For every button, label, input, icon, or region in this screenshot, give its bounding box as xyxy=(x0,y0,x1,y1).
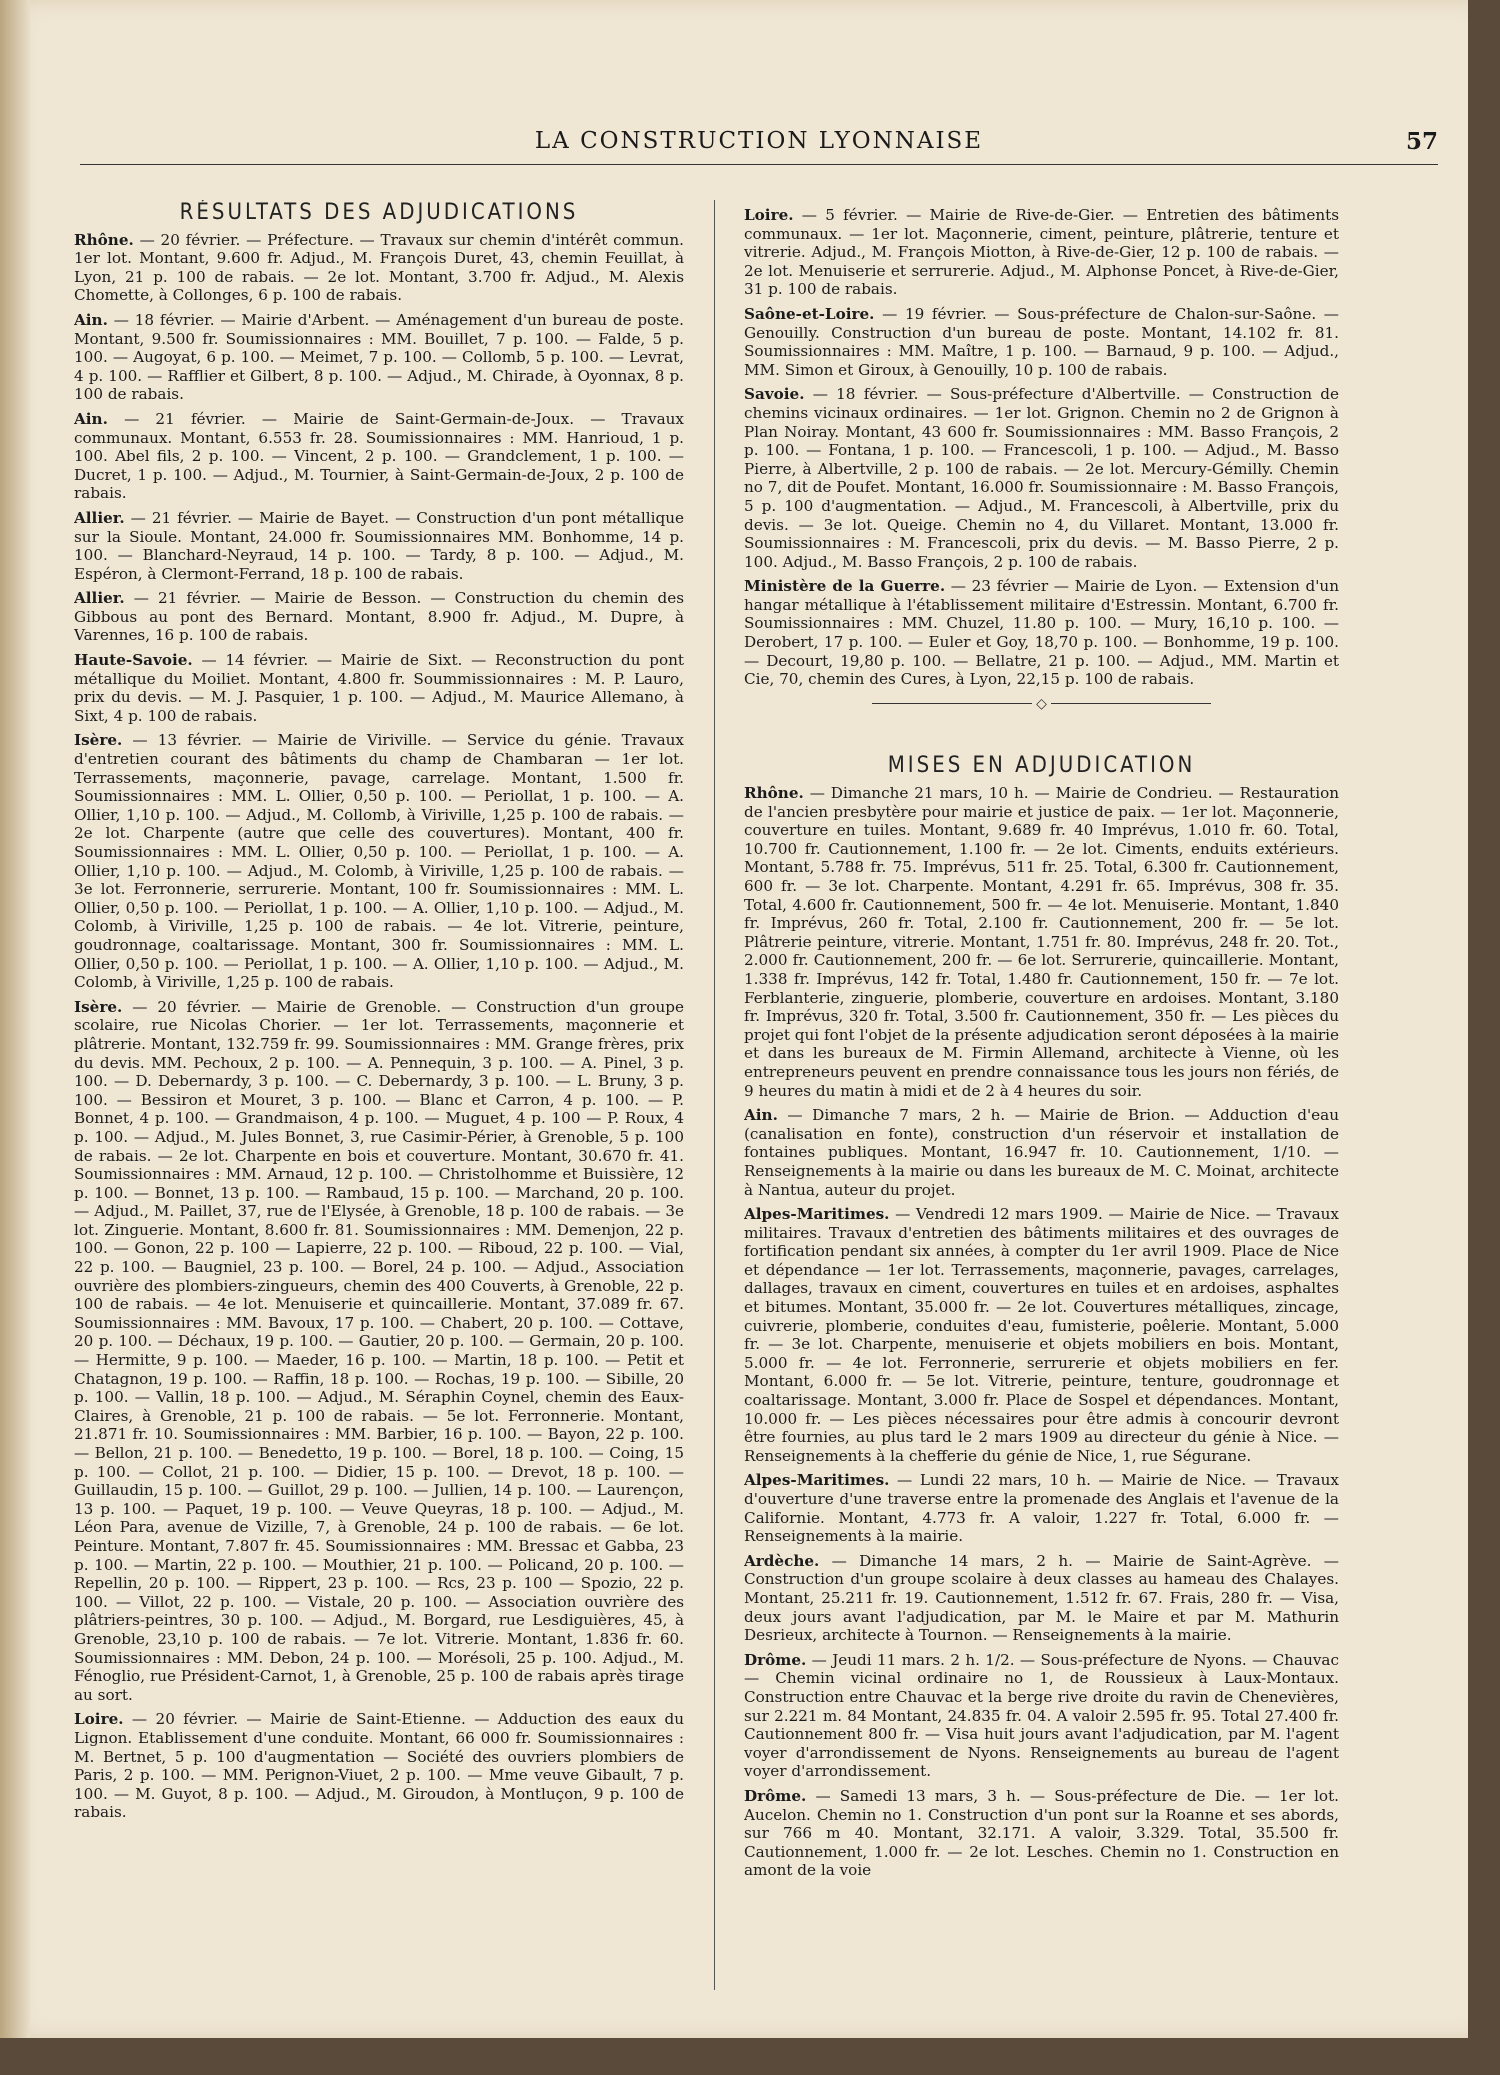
entry xyxy=(74,311,684,404)
entry xyxy=(744,784,1339,1100)
journal-title: LA CONSTRUCTION LYONNAISE xyxy=(534,128,984,154)
entry xyxy=(744,1106,1339,1199)
section-title-results: RÉSULTATS DES ADJUDICATIONS xyxy=(179,200,579,225)
entry-place: Alpes-Maritimes. xyxy=(744,1205,890,1224)
left-column xyxy=(74,200,684,2018)
entry-text: — 23 février — Mairie de Lyon. — Extension d'un hangar métallique à l'établissement militaire d'Estressin. Montant, 6.700 fr. Soumissionnaires : MM. Chuzel, 11.80 p. 100. — Mury, 16,10 p. 100. — Derobert, 17 p. 100. — Euler et Goy, 18,70 p. 100. — Bonhomme, 19 p. 100. — Decourt, 19,80 p. 100. — Bellatre, 21 p. 100. — Adjud., MM. Martin et Cie, 70, chemin des Cures, à Lyon, 22,15 p. 100 de rabais. xyxy=(744,577,1339,689)
entry-place: Loire. xyxy=(74,1710,124,1729)
entry-place: Isère. xyxy=(74,997,123,1016)
entry xyxy=(74,998,684,1705)
entry xyxy=(744,305,1339,379)
entry-text: — 21 février. — Mairie de Saint-Germain-de-Joux. — Travaux communaux. Montant, 6.553 fr. 28. Soumissionnaires : MM. Hanrioud, 1 p. 100. Abel fils, 2 p. 100. — Vincent, 2 p. 100. — Grandclement, 1 p. 100. — Ducret, 1 p. 100. — Adjud., M. Tournier, à Saint-Germain-de-Joux, 2 p. 100 de rabais. xyxy=(74,409,684,503)
entry xyxy=(74,1710,684,1822)
entry-text: — Vendredi 12 mars 1909. — Mairie de Nice. — Travaux militaires. Travaux d'entretien des bâtiments militaires et des ouvrages de fortification pendant six années, à compter du 1er avril 1909. Place de Nice et dépendance — 1er lot. Terrassements, maçonnerie, pavages, carrelages, dallages, travaux en ciment, couvertures en tuiles et en ardoises, asphaltes et bitumes. Montant, 35.000 fr. — 2e lot. Couvertures métalliques, zincage, cuivrerie, plomberie, conduites d'eau, fumisterie, poêlerie. Montant, 5.000 fr. — 3e lot. Charpente, menuiserie et objets mobiliers en bois. Montant, 5.000 fr. — 4e lot. Ferronnerie, serrurerie et objets mobiliers en fer. Montant, 6.000 fr. — 5e lot. Vitrerie, peinture, tenture, goudronnage et coaltarissage. Montant, 3.000 fr. Place de Sospel et dépendances. Montant, 10.000 fr. — Les pièces nécessaires pour être admis à concourir devront être fournies, au plus tard le 2 mars 1909 au directeur du génie à Nice. — Renseignements à la chefferie du génie de Nice, 1, rue Ségurane. xyxy=(744,1205,1339,1465)
entry xyxy=(74,410,684,503)
section-title-upcoming: MISES EN ADJUDICATION xyxy=(887,753,1196,779)
entry-place: Savoie. xyxy=(744,385,805,404)
entry-place: Rhône. xyxy=(744,784,804,803)
book-gutter xyxy=(0,0,30,2038)
entry-text: — Jeudi 11 mars. 2 h. 1/2. — Sous-préfecture de Nyons. — Chauvac — Chemin vicinal ordinaire no 1, de Roussieux à Laux-Montaux. Construction entre Chauvac et la berge rive droite du ravin de Chenevières, sur 2.221 m. 84 Montant, 24.835 fr. 04. A valoir 2.595 fr. 95. Total 27.400 fr. Cautionnement 800 fr. — Visa huit jours avant l'adjudication, par M. l'agent voyer d'arrondissement de Nyons. Renseignements au bureau de l'agent voyer d'arrondissement. xyxy=(744,1650,1339,1781)
entry-text: — 5 février. — Mairie de Rive-de-Gier. — Entretien des bâtiments communaux. — 1er lot. Maçonnerie, ciment, peinture, plâtrerie, tenture et vitrerie. Adjud., M. François Miotton, à Rive-de-Gier, 12 p. 100 de rabais. — 2e lot. Menuiserie et serrurerie. Adjud., M. Alphonse Poncet, à Rive-de-Gier, 31 p. 100 de rabais. xyxy=(744,206,1339,299)
entry-text: — 21 février. — Mairie de Bayet. — Construction d'un pont métallique sur la Sioule. Montant, 24.000 fr. Soumissionnaires MM. Bonhomme, 14 p. 100. — Blanchard-Neyraud, 14 p. 100. — Tardy, 8 p. 100. — Adjud., M. Espéron, à Clermont-Ferrand, 18 p. 100 de rabais. xyxy=(74,508,684,583)
entry-text: — 18 février. — Mairie d'Arbent. — Aménagement d'un bureau de poste. Montant, 9.500 fr. Soumissionnaires : MM. Bouillet, 7 p. 100. — Falde, 5 p. 100. — Augoyat, 6 p. 100. — Meimet, 7 p. 100. — Collomb, 5 p. 100. — Levrat, 4 p. 100. — Rafflier et Gilbert, 8 p. 100. — Adjud., M. Chirade, à Oyonnax, 8 p. 100 de rabais. xyxy=(74,310,684,404)
entry-text: — 20 février. — Mairie de Grenoble. — Construction d'un groupe scolaire, rue Nicolas Chorier. — 1er lot. Terrassements, maçonnerie et plâtrerie. Montant, 132.759 fr. 99. Soumissionnaires : MM. Grange frères, prix du devis. MM. Pechoux, 2 p. 100. — A. Pennequin, 3 p. 100. — A. Pinel, 3 p. 100. — D. Debernardy, 3 p. 100. — C. Debernardy, 3 p. 100. — L. Bruny, 3 p. 100. — Bessiron et Mouret, 3 p. 100. — Blanc et Carron, 4 p. 100. — P. Bonnet, 4 p. 100. — Grandmaison, 4 p. 100. — Muguet, 4 p. 100 — P. Roux, 4 p. 100. — Adjud., M. Jules Bonnet, 3, rue Casimir-Périer, à Grenoble, 5 p. 100 de rabais. — 2e lot. Charpente en bois et couverture. Montant, 30.670 fr. 41. Soumissionnaires : MM. Arnaud, 12 p. 100. — Christolhomme et Buissière, 12 p. 100. — Bonnet, 13 p. 100. — Rambaud, 15 p. 100. — Marchand, 20 p. 100. — Adjud., M. Paillet, 37, rue de l'Elysée, à Grenoble, 18 p. 100 de rabais. — 3e lot. Zinguerie. Montant, 8.600 fr. 81. Soumissionnaires : MM. Demenjon, 22 p. 100. — Gonon, 22 p. 100 — Lapierre, 22 p. 100. — Riboud, 22 p. 100. — Vial, 22 p. 100. — Baugniel, 23 p. 100. — Borel, 24 p. 100. — Adjud., Association ouvrière des plombiers-zingueurs, chemin des 400 Couverts, à Grenoble, 22 p. 100 de rabais. — 4e lot. Menuiserie et quincaillerie. Montant, 37.089 fr. 67. Soumissionnaires : MM. Bavoux, 17 p. 100. — Chabert, 20 p. 100. — Cottave, 20 p. 100. — Déchaux, 19 p. 100. — Gautier, 20 p. 100. — Germain, 20 p. 100. — Hermitte, 9 p. 100. — Maeder, 16 p. 100. — Martin, 18 p. 100. — Petit et Chatagnon, 19 p. 100. — Raffin, 18 p. 100. — Rochas, 19 p. 100. — Sibille, 20 p. 100. — Vallin, 18 p. 100. — Adjud., M. Séraphin Coynel, chemin des Eaux-Claires, à Grenoble, 21 p. 100 de rabais. — 5e lot. Ferronnerie. Montant, 21.871 fr. 10. Soumissionnaires : MM. Barbier, 16 p. 100. — Bayon, 22 p. 100. — Bellon, 21 p. 100. — Benedetto, 19 p. 100. — Borel, 18 p. 100. — Coing, 15 p. 100. — Collot, 21 p. 100. — Didier, 15 p. 100. — Drevot, 18 p. 100. — Guillaudin, 15 p. 100. — Guillot, 29 p. 100. — Jullien, 14 p. 100. — Laurençon, 13 p. 100. — Paquet, 19 p. 100. — Veuve Queyras, 18 p. 100. — Adjud., M. Léon Para, avenue de Vizille, 7, à Grenoble, 24 p. 100 de rabais. — 6e lot. Peinture. Montant, 7.807 fr. 45. Soumissionnaires : MM. Bressac et Gabba, 23 p. 100. — Martin, 22 p. 100. — Mouthier, 21 p. 100. — Policand, 20 p. 100. — Repellin, 20 p. 100. — Rippert, 23 p. 100. — Rcs, 23 p. 100 — Spozio, 22 p. 100. — Villot, 22 p. 100. — Vistale, 20 p. 100. — Association ouvrière des plâtriers-peintres, 30 p. 100. — Adjud., M. Borgard, rue Lesdiguières, 45, à Grenoble, 23,10 p. 100 de rabais. — 7e lot. Vitrerie. Montant, 1.836 fr. 60. Soumissionnaires : MM. Debon, 24 p. 100. — Morésoli, 25 p. 100. Adjud., M. Fénoglio, rue Président-Carnot, 1, à Grenoble, 25 p. 100 de rabais après tirage au sort. xyxy=(74,997,684,1704)
entry-place: Rhône. xyxy=(74,230,134,249)
entry-text: — 14 février. — Mairie de Sixt. — Reconstruction du pont métallique du Moiliet. Montant, 4.800 fr. Soummissionnaires : M. P. Lauro, prix du devis. — M. J. Pasquier, 1 p. 100. — Adjud., M. Maurice Allemano, à Sixt, 4 p. 100 de rabais. xyxy=(74,651,684,725)
entry-place: Allier. xyxy=(74,508,125,527)
entry xyxy=(744,577,1339,689)
entry-place: Ain. xyxy=(74,409,108,428)
entry-text: — Lundi 22 mars, 10 h. — Mairie de Nice. — Travaux d'ouverture d'une traverse entre la promenade des Anglais et l'avenue de la Californie. Montant, 4.773 fr. A valoir, 1.227 fr. Total, 6.000 fr. — Renseignements à la mairie. xyxy=(744,1471,1339,1546)
divider-line-left xyxy=(872,703,1032,704)
entry-place: Haute-Savoie. xyxy=(74,651,193,670)
divider-line-right xyxy=(1051,703,1211,704)
entry xyxy=(74,231,684,305)
entry-place: Ain. xyxy=(74,310,108,329)
entry xyxy=(74,731,684,991)
entry-text: — 18 février. — Sous-préfecture d'Albertville. — Construction de chemins vicinaux ordinaires. — 1er lot. Grignon. Chemin no 2 de Grignon à Plan Noiray. Montant, 43 600 fr. Soumissionnaires : MM. Basso François, 2 p. 100. — Fontana, 1 p. 100. — Francescoli, 1 p. 100. — Adjud., M. Basso Pierre, à Albertville, 2 p. 100 de rabais. — 2e lot. Mercury-Gémilly. Chemin no 7, dit de Poufet. Montant, 16.000 fr. Soumissionnaire : M. Basso François, 5 p. 100 d'augmentation. — Adjud., M. Francescoli, à Albertville, prix du devis. — 3e lot. Queige. Chemin no 4, du Villaret. Montant, 13.000 fr. Soumissionnaires : M. Francescoli, prix du devis. — M. Basso Pierre, 2 p. 100. Adjud., M. Basso François, 2 p. 100 de rabais. xyxy=(744,385,1339,571)
entry xyxy=(74,651,684,725)
entry-place: Ardèche. xyxy=(744,1551,820,1570)
entry-text: — 20 février. — Mairie de Saint-Etienne. — Adduction des eaux du Lignon. Etablissement d'une conduite. Montant, 66 000 fr. Soumissionnaires : M. Bertnet, 5 p. 100 d'augmentation — Société des ouvriers plombiers de Paris, 2 p. 100. — MM. Perignon-Viuet, 2 p. 100. — Mme veuve Gibault, 7 p. 100. — M. Guyot, 8 p. 100. — Adjud., M. Giroudon, à Montluçon, 9 p. 100 de rabais. xyxy=(74,1710,684,1822)
entry-text: — Dimanche 7 mars, 2 h. — Mairie de Brion. — Adduction d'eau (canalisation en fonte), construction d'un réservoir et installation de fontaines publiques. Montant, 16.947 fr. 10. Cautionnement, 1/10. — Renseignements à la mairie ou dans les bureaux de M. C. Moinat, architecte à Nantua, auteur du projet. xyxy=(744,1106,1339,1199)
entry-text: — 20 février. — Préfecture. — Travaux sur chemin d'intérêt commun. 1er lot. Montant, 9.600 fr. Adjud., M. François Duret, 43, chemin Feuillat, à Lyon, 21 p. 100 de rabais. — 2e lot. Montant, 3.700 fr. Adjud., M. Alexis Chomette, à Collonges, 6 p. 100 de rabais. xyxy=(74,230,684,305)
entry-text: — 13 février. — Mairie de Viriville. — Service du génie. Travaux d'entretien courant des bâtiments du champ de Chambaran — 1er lot. Terrassements, maçonnerie, pavage, carrelage. Montant, 1.500 fr. Soumissionnaires : MM. L. Ollier, 0,50 p. 100. — Periollat, 1 p. 100. — A. Ollier, 1,10 p. 100. — Adjud., M. Collomb, à Viriville, 1,25 p. 100 de rabais. — 2e lot. Charpente (autre que celle des couvertures). Montant, 400 fr. Soumissionnaires : MM. L. Ollier, 0,50 p. 100. — Periollat, 1 p. 100. — A. Ollier, 1,10 p. 100. — Adjud., M. Colomb, à Viriville, 1,25 p. 100 de rabais. — 3e lot. Ferronnerie, serrurerie. Montant, 100 fr. Soumissionnaires : MM. L. Ollier, 0,50 p. 100. — Periollat, 1 p. 100. — A. Ollier, 1,10 p. 100. — Adjud., M. Colomb, à Viriville, 1,25 p. 100 de rabais. — 4e lot. Vitrerie, peinture, goudronnage, coaltarissage. Montant, 300 fr. Soumissionnaires : MM. L. Ollier, 0,50 p. 100. — Periollat, 1 p. 100. — A. Ollier, 1,10 p. 100. — Adjud., M. Colomb, à Viriville, 1,25 p. 100 de rabais. xyxy=(74,731,684,992)
entry xyxy=(74,589,684,645)
upcoming-list xyxy=(744,784,1339,1880)
entry-place: Saône-et-Loire. xyxy=(744,304,875,323)
entry xyxy=(74,509,684,583)
entry-place: Ministère de la Guerre. xyxy=(744,577,946,596)
entry xyxy=(744,1651,1339,1781)
entry xyxy=(744,385,1339,571)
entry-place: Drôme. xyxy=(744,1786,807,1805)
section-divider xyxy=(744,695,1339,714)
entry xyxy=(744,1787,1339,1880)
results-continued-list xyxy=(744,206,1339,689)
entry-text: — Samedi 13 mars, 3 h. — Sous-préfecture de Die. — 1er lot. Aucelon. Chemin no 1. Construction d'un pont sur la Roanne et ses abords, sur 766 m 40. Montant, 32.171. A valoir, 3.329. Total, 35.500 fr. Cautionnement, 1.000 fr. — 2e lot. Lesches. Chemin no 1. Construction en amont de la voie xyxy=(744,1786,1339,1880)
right-column xyxy=(744,206,1339,2018)
entry-place: Drôme. xyxy=(744,1650,807,1669)
entry xyxy=(744,1552,1339,1645)
entry-place: Allier. xyxy=(74,589,125,608)
entry-text: — 21 février. — Mairie de Besson. — Construction du chemin des Gibbous au pont des Bernard. Montant, 8.900 fr. Adjud., M. Dupre, à Varennes, 16 p. 100 de rabais. xyxy=(74,589,684,645)
running-head xyxy=(80,128,1438,165)
entry-place: Isère. xyxy=(74,731,123,750)
entry-place: Ain. xyxy=(744,1106,778,1125)
entry-text: — 19 février. — Sous-préfecture de Chalon-sur-Saône. — Genouilly. Construction d'un bureau de poste. Montant, 14.102 fr. 81. Soumissionnaires : MM. Maître, 1 p. 100. — Barnaud, 9 p. 100. — Adjud., MM. Simon et Giroux, à Genouilly, 10 p. 100 de rabais. xyxy=(744,304,1339,379)
entry xyxy=(744,1471,1339,1545)
entry-text: — Dimanche 14 mars, 2 h. — Mairie de Saint-Agrève. — Construction d'un groupe scolaire à deux classes au hameau des Chalayes. Montant, 25.211 fr. 19. Cautionnement, 1.512 fr. 67. Frais, 280 fr. — Visa, deux jours avant l'adjudication, par M. le Maire et par M. Mathurin Desrieux, architecte à Tournon. — Renseignements à la mairie. xyxy=(744,1551,1339,1645)
entry-place: Alpes-Maritimes. xyxy=(744,1471,890,1490)
column-rule xyxy=(714,200,715,1990)
entry xyxy=(744,206,1339,299)
entry-place: Loire. xyxy=(744,206,794,224)
results-list xyxy=(74,231,684,1822)
entry-text: — Dimanche 21 mars, 10 h. — Mairie de Condrieu. — Restauration de l'ancien presbytère pour mairie et justice de paix. — 1er lot. Maçonnerie, couverture en tuiles. Montant, 9.689 fr. 40 Imprévus, 1.010 fr. 60. Total, 10.700 fr. Cautionnement, 1.100 fr. — 2e lot. Ciments, enduits extérieurs. Montant, 5.788 fr. 75. Imprévus, 511 fr. 25. Total, 6.300 fr. Cautionnement, 600 fr. — 3e lot. Charpente. Montant, 4.291 fr. 65. Imprévus, 308 fr. 35. Total, 4.600 fr. Cautionnement, 500 fr. — 4e lot. Menuiserie. Montant, 1.840 fr. Imprévus, 260 fr. Total, 2.100 fr. Cautionnement, 200 fr. — 5e lot. Plâtrerie peinture, vitrerie. Montant, 1.751 fr. 80. Imprévus, 248 fr. 20. Tot., 2.000 fr. Cautionnement, 200 fr. — 6e lot. Serrurerie, quincaillerie. Montant, 1.338 fr. Imprévus, 142 fr. Total, 1.480 fr. Cautionnement, 150 fr. — 7e lot. Ferblanterie, zinguerie, plomberie, couverture en ardoises. Montant, 3.180 fr. Imprévus, 320 fr. Total, 3.500 fr. Cautionnement, 350 fr. — Les pièces du projet qui font l'objet de la présente adjudication seront déposées à la mairie et dans les bureaux de M. Firmin Allemand, architecte à Vienne, où les entrepreneurs peuvent en prendre connaissance tous les jours non fériés, de 9 heures du matin à midi et de 2 à 4 heures du soir. xyxy=(744,784,1339,1100)
page-number: 57 xyxy=(1405,128,1438,155)
spacer xyxy=(744,725,1339,753)
divider-diamond: ◇ xyxy=(1036,695,1047,712)
entry xyxy=(744,1205,1339,1465)
